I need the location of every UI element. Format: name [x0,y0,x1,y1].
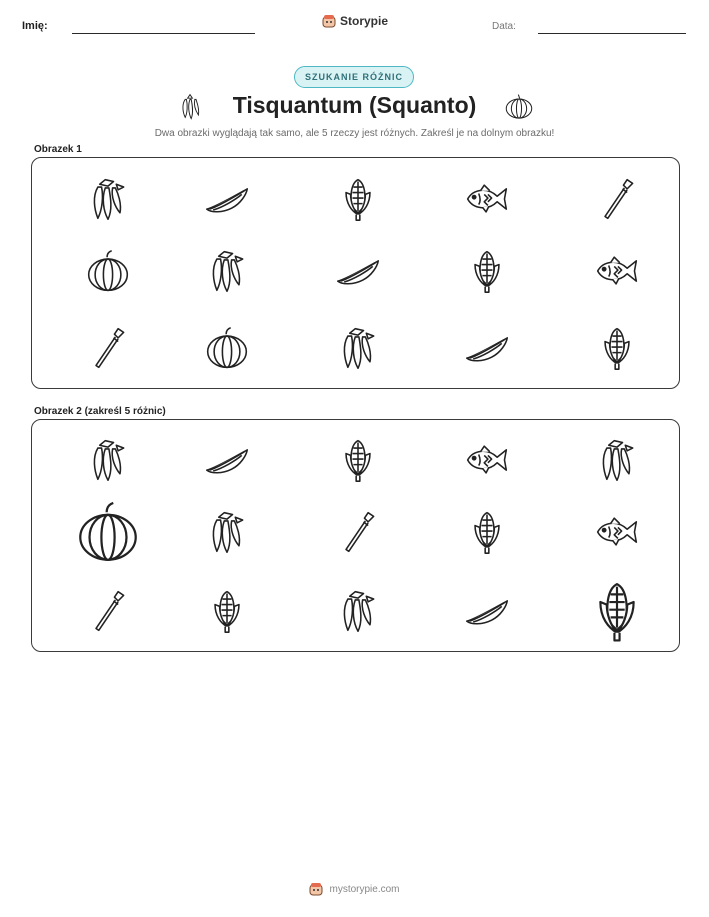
fish-icon [594,248,640,294]
canoe-icon [335,248,381,294]
date-label: Data: [492,21,516,32]
beans-icon[interactable] [204,509,250,555]
fish-icon[interactable] [594,509,640,555]
picture-1-panel [31,157,680,389]
title-pumpkin-icon [504,92,534,120]
beans-icon[interactable] [594,437,640,483]
canoe-icon [464,325,510,371]
beans-icon[interactable] [335,588,381,634]
footer-url[interactable]: mystorypie.com [329,883,400,895]
corn-icon[interactable] [585,579,649,643]
picture-1-label: Obrazek 1 [34,144,82,155]
corn-icon [464,248,510,294]
corn-icon[interactable] [464,509,510,555]
corn-icon [335,176,381,222]
pumpkin-icon[interactable] [75,499,141,565]
name-label: Imię: [22,20,48,32]
canoe-icon[interactable] [204,437,250,483]
picture-2-panel[interactable] [31,419,680,652]
canoe-icon [204,176,250,222]
page-title: Tisquantum (Squanto) [232,92,477,118]
instructions: Dwa obrazki wyglądają tak samo, ale 5 rzeczy jest różnych. Zakreśl je na dolnym obrazku! [154,128,555,139]
activity-badge: SZUKANIE RÓŻNIC [294,66,414,88]
spear-icon [85,325,131,371]
storypie-footer-icon [309,882,323,896]
spear-icon [594,176,640,222]
name-line[interactable] [72,33,255,34]
fish-icon [464,176,510,222]
beans-icon[interactable] [85,437,131,483]
beans-icon [204,248,250,294]
corn-icon[interactable] [204,588,250,634]
pumpkin-icon [204,325,250,371]
spear-icon[interactable] [335,509,381,555]
canoe-icon[interactable] [464,588,510,634]
corn-icon[interactable] [335,437,381,483]
date-line[interactable] [538,33,686,34]
beans-icon [335,325,381,371]
brand-logo [322,14,388,28]
spear-icon[interactable] [85,588,131,634]
picture-2-label: Obrazek 2 (zakreśl 5 różnic) [34,406,166,417]
fish-icon[interactable] [464,437,510,483]
footer [0,882,709,896]
corn-icon [594,325,640,371]
brand-name: Storypie [340,14,389,28]
storypie-mascot-icon [322,14,336,28]
pumpkin-icon [85,248,131,294]
beans-icon [85,176,131,222]
